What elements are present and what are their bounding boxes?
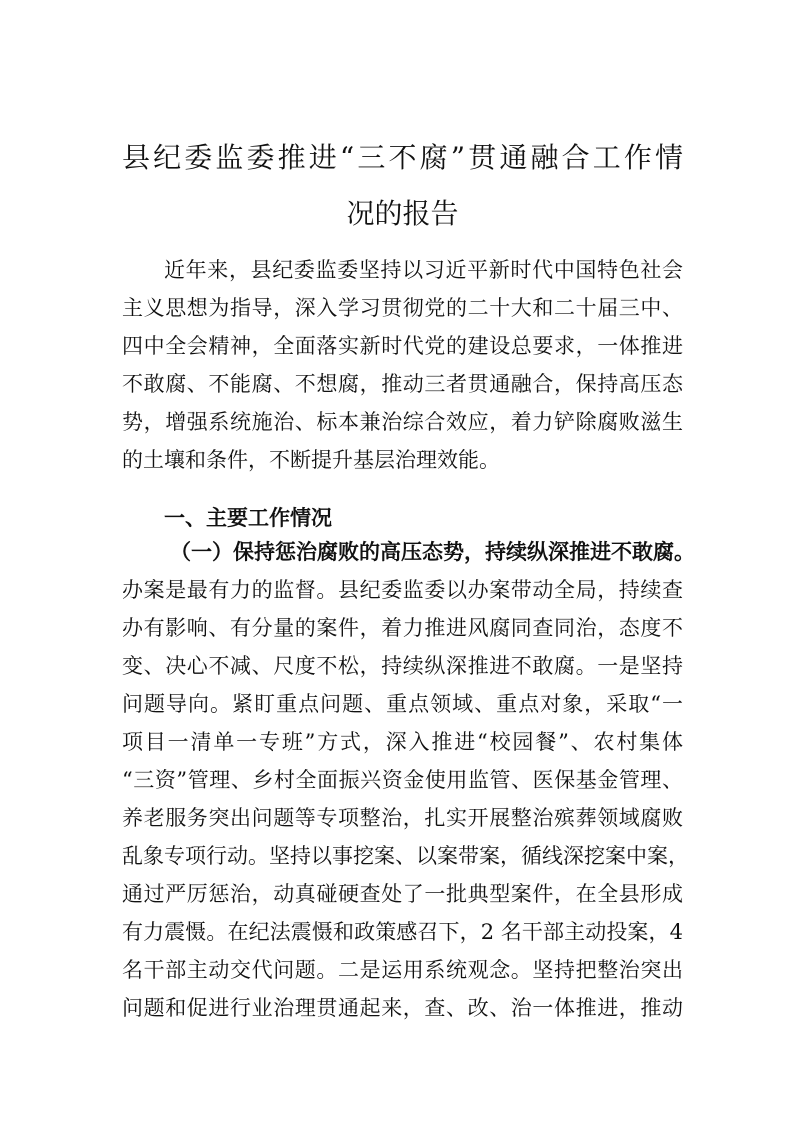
text-line: 变、决心不减、尺度不松，持续纵深推进不敢腐。一是坚持 [122, 654, 683, 678]
text-line: 项目一清单一专班”方式，深入推进“校园餐”、农村集体 [122, 730, 683, 754]
text-line: 办案是最有力的监督。县纪委监委以办案带动全局，持续查 [122, 578, 683, 602]
text-line: 养老服务突出问题等专项整治，扎实开展整治殡葬领域腐败 [122, 806, 683, 830]
text-line: 乱象专项行动。坚持以事挖案、以案带案，循线深挖案中案， [122, 844, 689, 868]
text-line: 问题导向。紧盯重点问题、重点领域、重点对象，采取“一 [122, 692, 683, 716]
text-line: 问题和促进行业治理贯通起来，查、改、治一体推进，推动 [122, 996, 683, 1020]
subsection-heading: （一）保持惩治腐败的高压态势，持续纵深推进不敢腐。 [170, 539, 695, 564]
text-line: “三资”管理、乡村全面振兴资金使用监管、医保基金管理、 [122, 768, 683, 792]
document-title-line-1: 县纪委监委推进“三不腐”贯通融合工作情 [122, 141, 683, 174]
document-title-line-2: 况的报告 [346, 197, 459, 230]
text-line: 四中全会精神，全面落实新时代党的建设总要求，一体推进 [122, 334, 683, 358]
text-line: 的土壤和条件，不断提升基层治理效能。 [122, 448, 500, 472]
text-line: 主义思想为指导，深入学习贯彻党的二十大和二十届三中、 [122, 296, 683, 320]
text-line: 办有影响、有分量的案件，着力推进风腐同查同治，态度不 [122, 616, 683, 640]
section-heading: 一、主要工作情况 [164, 506, 332, 530]
text-line: 不敢腐、不能腐、不想腐，推动三者贯通融合，保持高压态 [122, 372, 683, 396]
text-line: 有力震慑。在纪法震慑和政策感召下，2 名干部主动投案，4 [122, 920, 683, 944]
text-line: 近年来，县纪委监委坚持以习近平新时代中国特色社会 [164, 258, 683, 282]
text-line: 通过严厉惩治，动真碰硬查处了一批典型案件，在全县形成 [122, 882, 683, 906]
text-line: 名干部主动交代问题。二是运用系统观念。坚持把整治突出 [122, 958, 683, 982]
text-line: 势，增强系统施治、标本兼治综合效应，着力铲除腐败滋生 [122, 410, 683, 434]
